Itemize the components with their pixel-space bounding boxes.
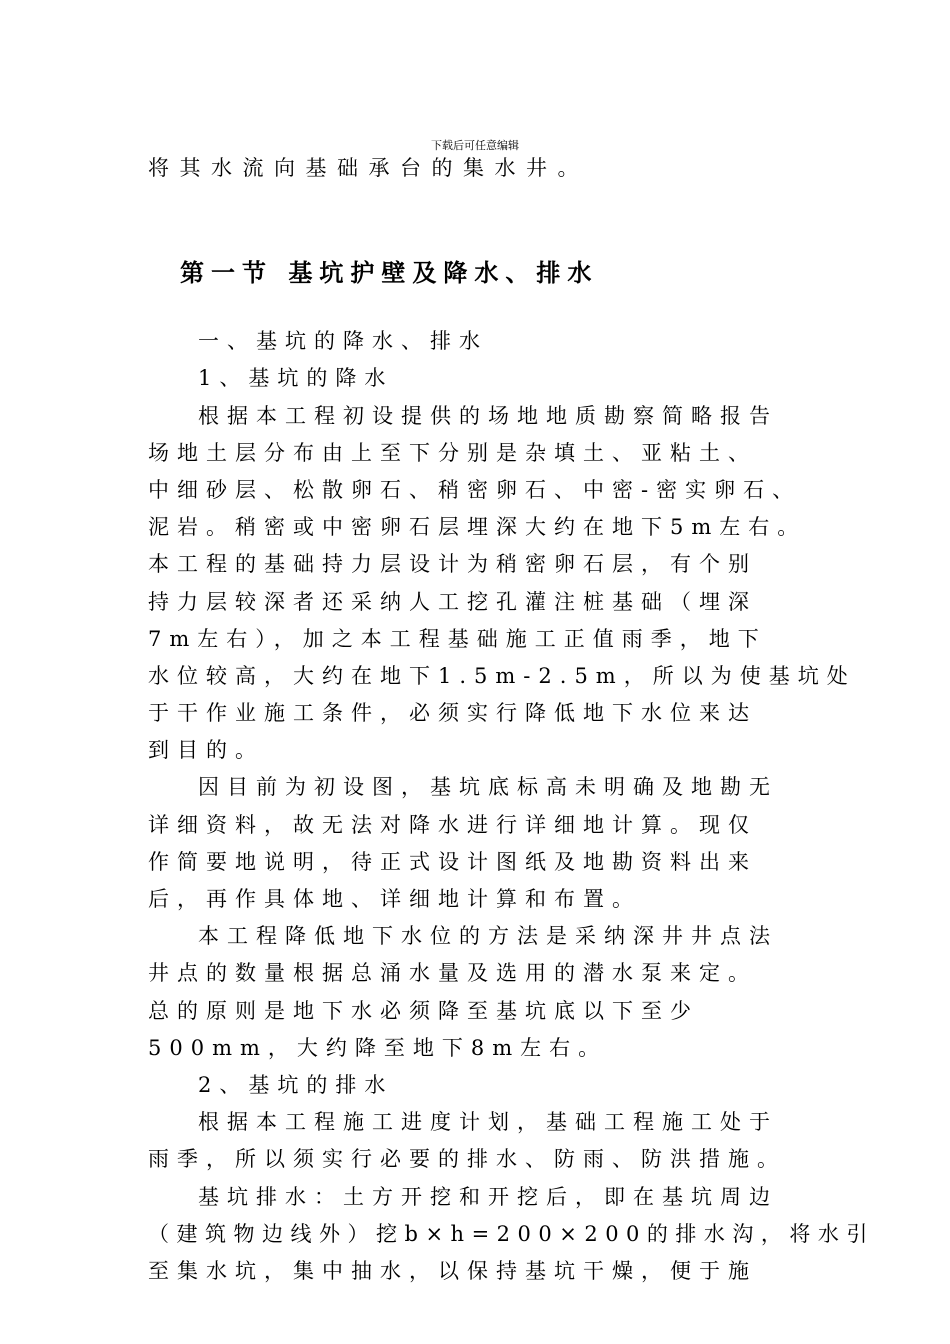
paragraph-line: 水位较高，大约在地下1.5m-2.5m，所以为使基坑处 [148,663,856,688]
paragraph-line: 详细资料，故无法对降水进行详细地计算。现仅 [148,812,757,837]
paragraph-line: 将其水流向基础承台的集水井。 [148,156,589,180]
section-title: 第一节 基坑护壁及降水、排水 [180,259,599,288]
paragraph-line: 一、基坑的降水、排水 [198,329,488,354]
paragraph-line: 根据本工程初设提供的场地地质勘察简略报告 [198,403,778,428]
paragraph-line: 作简要地说明，待正式设计图纸及地勘资料出来 [148,849,757,874]
paragraph-line: 到目的。 [148,738,264,763]
paragraph-line: 总的原则是地下水必须降至基坑底以下至少 [148,998,699,1023]
paragraph-line: 因目前为初设图，基坑底标高未明确及地勘无 [198,775,778,800]
paragraph-line: 至集水坑，集中抽水，以保持基坑干燥，便于施 [148,1258,757,1283]
paragraph-line: 持力层较深者还采纳人工挖孔灌注桩基础（埋深 [148,589,757,614]
paragraph-line: 后，再作具体地、详细地计算和布置。 [148,887,641,911]
paragraph-line: 本工程降低地下水位的方法是采纳深井井点法 [198,924,778,949]
paragraph-line: 7m左右），加之本工程基础施工正值雨季，地下 [148,626,767,651]
body-text [148,323,878,1290]
paragraph-line: 1、基坑的降水 [198,366,394,391]
paragraph-line: 基坑排水：土方开挖和开挖后，即在基坑周边 [198,1184,778,1209]
paragraph-line: 于干作业施工条件，必须实行降低地下水位来达 [148,701,757,726]
paragraph-line: 根据本工程施工进度计划，基础工程施工处于 [198,1110,778,1135]
header-note: 下载后可任意编辑 [431,139,519,152]
paragraph-line: 泥岩。稍密或中密卵石层埋深大约在地下5m左右。 [148,515,807,540]
document-body [148,150,878,1290]
paragraph-line: （建筑物边线外）挖b×h=200×200的排水沟，将水引 [148,1221,875,1246]
paragraph-line: 井点的数量根据总涌水量及选用的潜水泵来定。 [148,961,757,986]
paragraph-line: 本工程的基础持力层设计为稍密卵石层，有个别 [148,552,757,577]
paragraph-line: 中细砂层、松散卵石、稍密卵石、中密-密实卵石、 [148,477,802,502]
paragraph-line: 500mm，大约降至地下8m左右。 [148,1035,608,1060]
paragraph-line: 2、基坑的排水 [198,1072,394,1097]
paragraph-line: 场地土层分布由上至下分别是杂填土、亚粘土、 [148,440,757,465]
paragraph-line: 雨季，所以须实行必要的排水、防雨、防洪措施。 [148,1147,786,1172]
